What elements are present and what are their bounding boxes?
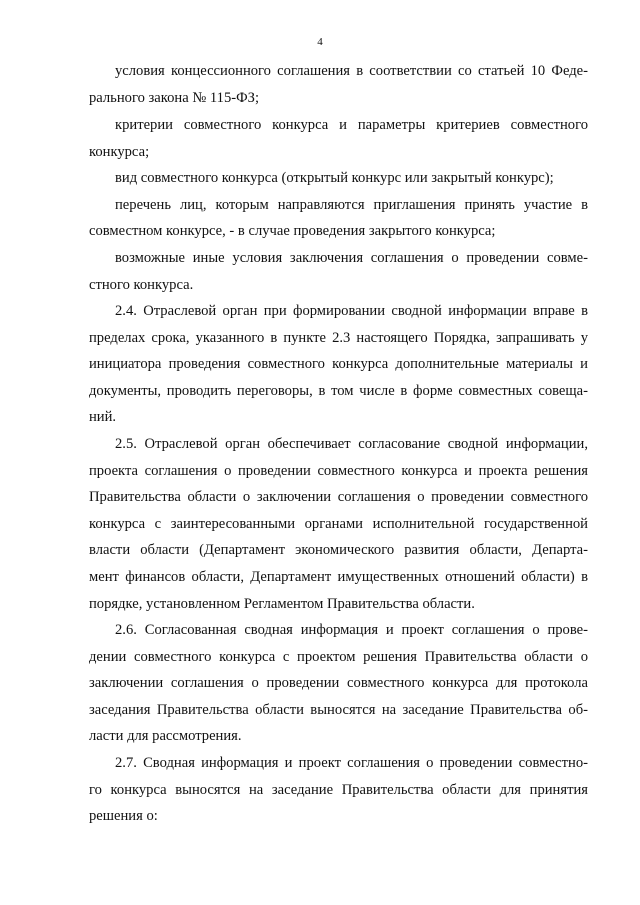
text-line: инициатора проведения совместного конкурса дополнительные материалы и <box>89 356 588 372</box>
text-line: критерии совместного конкурса и параметры критериев совместного <box>115 117 588 133</box>
text-line: го конкурса выносятся на заседание Правительства области для принятия <box>89 782 588 798</box>
text-line: порядке, установленном Регламентом Правительства области. <box>89 596 475 612</box>
text-line: документы, проводить переговоры, в том числе в форме совместных совеща- <box>89 383 588 399</box>
text-line: 2.4. Отраслевой орган при формировании сводной информации вправе в <box>115 303 588 319</box>
text-line: решения о: <box>89 808 158 824</box>
text-line: условия концессионного соглашения в соответствии со статьей 10 Феде- <box>115 63 588 79</box>
text-line: конкурса; <box>89 144 150 160</box>
text-line: возможные иные условия заключения соглашения о проведении совме- <box>115 250 588 266</box>
text-line: заключении соглашения о проведении совместного конкурса для протокола <box>89 675 588 691</box>
text-line: Правительства области о заключении соглашения о проведении совместного <box>89 489 588 505</box>
text-line: ний. <box>89 409 117 425</box>
text-line: дении совместного конкурса с проектом решения Правительства области о <box>89 649 588 665</box>
text-line: власти области (Департамент экономического развития области, Департа- <box>89 542 588 558</box>
text-line: стного конкурса. <box>89 277 194 293</box>
text-line: мент финансов области, Департамент имущественных отношений области) в <box>89 569 588 585</box>
text-line: вид совместного конкурса (открытый конкурс или закрытый конкурс); <box>115 170 554 186</box>
text-line: перечень лиц, которым направляются приглашения принять участие в <box>115 197 588 213</box>
text-line: 2.6. Согласованная сводная информация и проект соглашения о прове- <box>115 622 588 638</box>
text-line: заседания Правительства области выносятся на заседание Правительства об- <box>89 702 588 718</box>
text-line: 2.7. Сводная информация и проект соглашения о проведении совместно- <box>115 755 588 771</box>
text-line: совместном конкурсе, - в случае проведения закрытого конкурса; <box>89 223 496 239</box>
text-line: конкурса с заинтересованными органами исполнительной государственной <box>89 516 588 532</box>
text-line: ласти для рассмотрения. <box>89 728 242 744</box>
text-line: пределах срока, указанного в пункте 2.3 настоящего Порядка, запрашивать у <box>89 330 588 346</box>
page-number: 4 <box>317 36 323 48</box>
text-line: рального закона № 115-ФЗ; <box>89 90 260 106</box>
text-line: проекта соглашения о проведении совместного конкурса и проекта решения <box>89 463 588 479</box>
text-line: 2.5. Отраслевой орган обеспечивает согласование сводной информации, <box>115 436 588 452</box>
